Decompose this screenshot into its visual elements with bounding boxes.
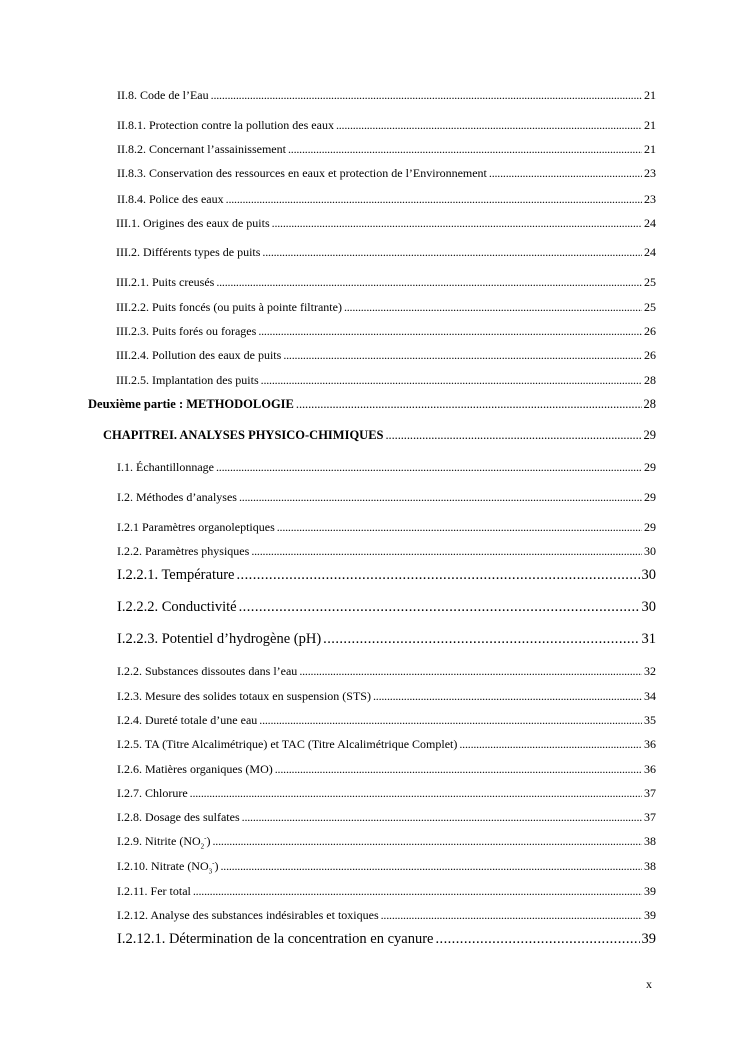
toc-entry-title: III.2.5. Implantation des puits (116, 373, 259, 387)
toc-entry[interactable] (117, 118, 656, 132)
toc-entry-page: 25 (644, 300, 656, 314)
toc-entry[interactable] (117, 931, 656, 948)
toc-leader-dots (386, 428, 642, 443)
toc-entry-page: 39 (644, 908, 656, 922)
toc-leader-dots (216, 275, 642, 289)
toc-entry-page: 28 (644, 373, 656, 387)
toc-entry-title: II.8.3. Conservation des ressources en eaux et protection de l’Environnement (117, 166, 487, 180)
toc-part-heading[interactable] (88, 397, 656, 412)
toc-entry-page: 30 (641, 567, 656, 583)
toc-entry-page: 29 (644, 460, 656, 474)
toc-entry[interactable] (117, 142, 656, 156)
toc-entry-title: I.2.12.1. Détermination de la concentration en cyanure (117, 931, 434, 947)
toc-entry-page: 29 (644, 490, 656, 504)
toc-entry-page: 38 (644, 859, 656, 873)
toc-entry[interactable] (116, 216, 656, 230)
toc-entry-page: 29 (643, 428, 656, 442)
toc-entry-title: I.2.7. Chlorure (117, 786, 188, 800)
toc-entry-title: II.8.4. Police des eaux (117, 192, 224, 206)
toc-entry-title: I.2.10. Nitrate $(NO_3^-)$ (117, 859, 219, 876)
toc-leader-dots (237, 567, 640, 584)
toc-entry-title: I.2.6. Matières organiques (MO) (117, 762, 273, 776)
toc-entry[interactable] (116, 245, 656, 259)
toc-leader-dots (259, 713, 642, 727)
toc-entry-page: 36 (644, 737, 656, 751)
toc-entry-page: 23 (644, 166, 656, 180)
toc-leader-dots (190, 786, 642, 800)
toc-entry[interactable] (117, 884, 656, 898)
toc-entry-title: I.2.8. Dosage des sulfates (117, 810, 240, 824)
toc-entry[interactable] (117, 631, 656, 648)
toc-leader-dots (277, 520, 642, 534)
toc-entry[interactable] (117, 544, 656, 558)
toc-entry-title: III.1. Origines des eaux de puits (116, 216, 270, 230)
toc-entry-title: I.2.3. Mesure des solides totaux en suspension (STS) (117, 689, 371, 703)
toc-leader-dots (344, 300, 642, 314)
toc-entry[interactable] (116, 373, 656, 387)
toc-leader-dots (261, 373, 642, 387)
toc-entry-page: 37 (644, 786, 656, 800)
toc-entry-title: III.2.1. Puits creusés (116, 275, 215, 289)
toc-entry-title: II.8.2. Concernant l’assainissement (117, 142, 286, 156)
toc-entry-page: 26 (644, 324, 656, 338)
toc-entry-page: 38 (644, 834, 656, 848)
toc-leader-dots (242, 810, 642, 824)
toc-leader-dots (262, 245, 642, 259)
toc-entry-title: I.2.2.3. Potentiel d’hydrogène (pH) (117, 631, 322, 647)
toc-entry-title: I.2.1 Paramètres organoleptiques (117, 520, 275, 534)
toc-entry-title: I.2.2.1. Température (117, 567, 235, 583)
toc-entry-page: 30 (641, 599, 656, 615)
toc-entry[interactable] (117, 664, 656, 678)
toc-entry[interactable] (117, 88, 656, 102)
toc-entry-title: III.2.3. Puits forés ou forages (116, 324, 257, 338)
toc-entry-page: 28 (643, 397, 656, 411)
toc-entry-page: 36 (644, 762, 656, 776)
toc-entry-page: 24 (644, 216, 656, 230)
toc-entry[interactable] (116, 300, 656, 314)
toc-entry[interactable] (117, 834, 656, 851)
toc-entry-title: III.2.2. Puits foncés (ou puits à pointe filtrante) (116, 300, 342, 314)
toc-chapter-heading[interactable] (103, 428, 656, 443)
toc-entry-title: III.2. Différents types de puits (116, 245, 261, 259)
toc-entry[interactable] (117, 490, 656, 504)
toc-entry-page: 26 (644, 348, 656, 362)
toc-leader-dots (435, 931, 639, 948)
toc-entry-page: 32 (644, 664, 656, 678)
toc-entry-page: 21 (644, 118, 656, 132)
toc-entry-page: 39 (641, 931, 656, 947)
toc-leader-dots (251, 544, 642, 558)
toc-entry[interactable] (116, 324, 656, 338)
toc-entry-page: 23 (644, 192, 656, 206)
toc-entry[interactable] (116, 348, 656, 362)
toc-entry[interactable] (117, 908, 656, 922)
toc-entry-title: I.1. Échantillonnage (117, 460, 214, 474)
toc-entry[interactable] (117, 166, 656, 180)
toc-leader-dots (288, 142, 642, 156)
toc-leader-dots (299, 664, 642, 678)
toc-entry-page: 35 (644, 713, 656, 727)
toc-entry-page: 31 (641, 631, 656, 647)
toc-leader-dots (373, 689, 642, 703)
toc-entry-title: I.2.2. Paramètres physiques (117, 544, 250, 558)
toc-entry[interactable] (117, 786, 656, 800)
page-number: x (646, 977, 652, 991)
toc-leader-dots (239, 490, 642, 504)
toc-entry[interactable] (117, 737, 656, 751)
toc-entry[interactable] (117, 762, 656, 776)
toc-entry-page: 30 (644, 544, 656, 558)
toc-entry[interactable] (117, 599, 656, 616)
toc-entry[interactable] (117, 859, 656, 876)
toc-leader-dots (216, 460, 642, 474)
toc-leader-dots (258, 324, 642, 338)
toc-entry-title: I.2.11. Fer total (117, 884, 191, 898)
toc-leader-dots (381, 908, 642, 922)
toc-entry-page: 37 (644, 810, 656, 824)
toc-leader-dots (459, 737, 642, 751)
toc-leader-dots (296, 397, 642, 412)
toc-entry-page: 21 (644, 88, 656, 102)
toc-entry[interactable] (117, 713, 656, 727)
toc-entry[interactable] (117, 567, 656, 584)
toc-entry-page: 39 (644, 884, 656, 898)
toc-entry-title: I.2.5. TA (Titre Alcalimétrique) et TAC (Titre Alcalimétrique Complet) (117, 737, 458, 751)
toc-leader-dots (239, 599, 640, 616)
toc-leader-dots (489, 166, 642, 180)
toc-entry[interactable] (117, 460, 656, 474)
toc-entry-title: II.8.1. Protection contre la pollution des eaux (117, 118, 334, 132)
toc-entry[interactable] (117, 810, 656, 824)
toc-entry-title: I.2. Méthodes d’analyses (117, 490, 237, 504)
toc-entry-title: I.2.4. Dureté totale d’une eau (117, 713, 258, 727)
toc-leader-dots (323, 631, 639, 648)
toc-entry-title: I.2.9. Nitrite $(NO_2^-)$ (117, 834, 211, 851)
toc-entry-page: 24 (644, 245, 656, 259)
toc-leader-dots (220, 859, 642, 873)
toc-entry[interactable] (117, 192, 656, 206)
toc-leader-dots (336, 118, 642, 132)
toc-entry-title: II.8. Code de l’Eau (117, 88, 209, 102)
toc-leader-dots (275, 762, 642, 776)
toc-entry[interactable] (117, 689, 656, 703)
toc-leader-dots (226, 192, 642, 206)
toc-entry[interactable] (116, 275, 656, 289)
toc-entry-title: I.2.2. Substances dissoutes dans l’eau (117, 664, 298, 678)
toc-entry-title: I.2.12. Analyse des substances indésirables et toxiques (117, 908, 379, 922)
toc-entry-title: I.2.2.2. Conductivité (117, 599, 237, 615)
toc-leader-dots (211, 88, 642, 102)
toc-leader-dots (213, 834, 643, 848)
toc-leader-dots (193, 884, 642, 898)
toc-entry[interactable] (117, 520, 656, 534)
toc-leader-dots (283, 348, 642, 362)
toc-leader-dots (272, 216, 642, 230)
toc-entry-page: 29 (644, 520, 656, 534)
toc-entry-title: III.2.4. Pollution des eaux de puits (116, 348, 282, 362)
toc-entry-page: 21 (644, 142, 656, 156)
toc-entry-title: CHAPITREI. ANALYSES PHYSICO-CHIMIQUES (103, 428, 384, 442)
toc-entry-title: Deuxième partie : METHODOLOGIE (88, 397, 294, 411)
toc-entry-page: 25 (644, 275, 656, 289)
toc-entry-page: 34 (644, 689, 656, 703)
